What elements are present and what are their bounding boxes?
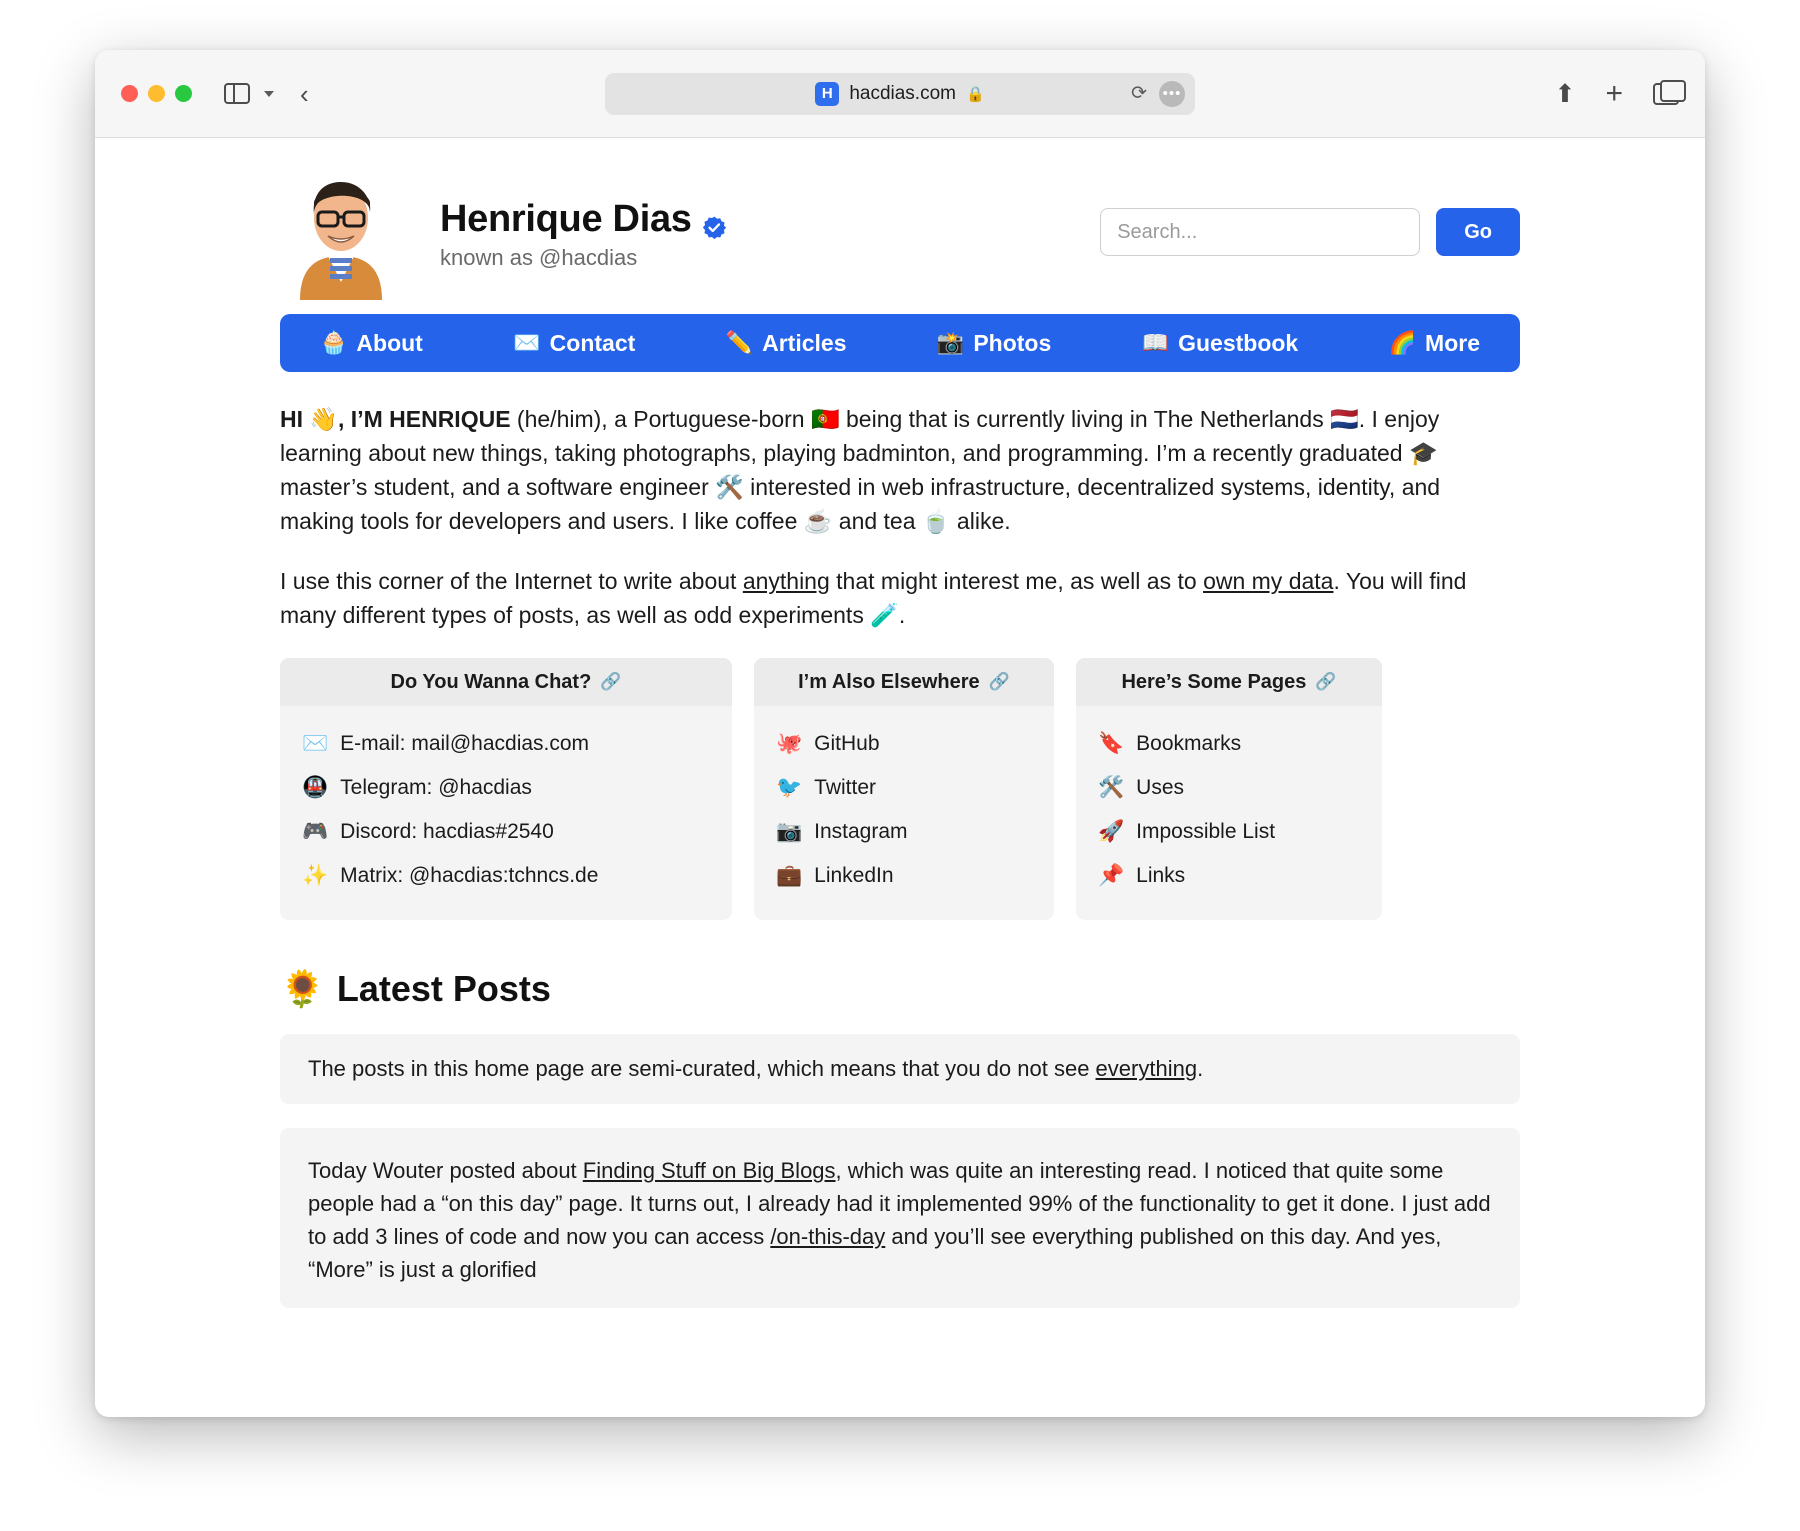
browser-window — [95, 50, 1705, 1417]
list-item-label: Links — [1136, 864, 1186, 888]
list-item[interactable] — [1098, 854, 1360, 898]
intro-p2-c: . You will find many different types of posts, as well as odd experiments 🧪. — [280, 568, 1467, 629]
address-bar[interactable] — [605, 73, 1195, 115]
nav-label: Photos — [973, 329, 1052, 356]
page-title — [440, 198, 727, 241]
book-icon: 📖 — [1141, 330, 1170, 355]
verified-badge-icon — [702, 207, 727, 232]
intro-lead: HI 👋, I’M HENRIQUE — [280, 406, 511, 432]
own-my-data-link[interactable]: own my data — [1203, 568, 1334, 595]
nav-item-articles[interactable] — [726, 330, 847, 357]
intro-p2-a: I use this corner of the Internet to write about — [280, 568, 743, 595]
page-menu-icon[interactable]: ••• — [1159, 81, 1185, 107]
list-item-label: Instagram — [814, 820, 908, 844]
card-elsewhere — [754, 658, 1054, 920]
linkedin-icon: 💼 — [776, 864, 803, 888]
toolbar-right-group — [1555, 77, 1679, 111]
share-icon[interactable]: ⬆ — [1554, 79, 1576, 108]
card-pages-title: Here’s Some Pages — [1121, 670, 1307, 693]
list-item[interactable] — [1098, 810, 1360, 854]
list-item[interactable] — [302, 854, 710, 898]
intro-paragraph-2 — [280, 564, 1520, 632]
new-tab-icon[interactable]: + — [1605, 76, 1623, 110]
tab-overview-icon[interactable] — [1653, 83, 1679, 105]
address-text: hacdias.com — [849, 82, 956, 104]
card-chat — [280, 658, 732, 920]
close-window-button[interactable] — [121, 85, 138, 102]
site-subtitle: known as @hacdias — [440, 245, 638, 270]
sunflower-icon: 🌻 — [280, 968, 325, 1010]
card-chat-title: Do You Wanna Chat? — [390, 670, 592, 693]
list-item[interactable] — [302, 722, 710, 766]
site-navigation — [280, 314, 1520, 372]
intro-rest: (he/him), a Portuguese-born 🇵🇹 being that is currently living in The Netherlands 🇳🇱. I enjoy learning about new things, taking photographs, playing badminton, and programming. I’m a recently graduated 🎓 master’s student, and a software engineer 🛠️ interested in web infrastructure, decentralized systems, identity, and making tools for developers and users. I like coffee ☕ and tea 🍵 alike. — [280, 406, 1441, 535]
sidebar-icon[interactable] — [222, 82, 252, 106]
browser-toolbar — [95, 50, 1705, 138]
site-identity — [440, 172, 727, 271]
list-item[interactable] — [776, 766, 1032, 810]
list-item-label: E-mail: mail@hacdias.com — [340, 732, 590, 756]
finding-stuff-link[interactable]: Finding Stuff on Big Blogs — [582, 1158, 836, 1184]
intro-p2-b: that might interest me, as well as to — [829, 568, 1204, 595]
card-pages-header — [1076, 658, 1382, 706]
card-elsewhere-header — [754, 658, 1054, 706]
list-item-label: GitHub — [814, 732, 880, 756]
site-search — [1100, 208, 1520, 256]
nav-item-more[interactable] — [1389, 330, 1480, 357]
avatar — [286, 170, 396, 300]
post-text-c: and you’ll see everything published on this day. And yes, “More” is just a glorified — [308, 1224, 1442, 1283]
latest-posts-title: Latest Posts — [336, 968, 551, 1010]
site-header — [280, 172, 1520, 300]
card-elsewhere-title: I’m Also Elsewhere — [798, 670, 980, 693]
card-chat-header — [280, 658, 732, 706]
telegram-icon: 🚇 — [302, 776, 329, 800]
list-item-label: Discord: hacdias#2540 — [340, 820, 554, 844]
list-item[interactable] — [1098, 766, 1360, 810]
search-go-button[interactable]: Go — [1436, 208, 1520, 256]
pencil-icon: ✏️ — [725, 330, 754, 355]
email-icon: ✉️ — [302, 732, 329, 756]
nav-label: Guestbook — [1178, 329, 1299, 356]
camera-icon: 📸 — [936, 330, 965, 355]
nav-item-contact[interactable] — [513, 330, 635, 357]
site-name-text: Henrique Dias — [440, 198, 692, 240]
list-item-label: Impossible List — [1136, 820, 1276, 844]
nav-label: Contact — [549, 329, 636, 356]
rainbow-icon: 🌈 — [1388, 330, 1417, 355]
bookmark-icon: 🔖 — [1098, 732, 1125, 756]
discord-icon: 🎮 — [302, 820, 329, 844]
nav-item-guestbook[interactable] — [1142, 330, 1299, 357]
lock-icon: 🔒 — [965, 85, 985, 103]
twitter-icon: 🐦 — [776, 776, 803, 800]
pushpin-icon: 📌 — [1098, 864, 1125, 888]
list-item[interactable] — [776, 854, 1032, 898]
back-icon[interactable]: ‹ — [300, 78, 309, 109]
nav-label: More — [1425, 329, 1480, 356]
notice-text-b: . — [1197, 1056, 1204, 1082]
minimize-window-button[interactable] — [148, 85, 165, 102]
nav-item-photos[interactable] — [937, 330, 1051, 357]
list-item-label: Matrix: @hacdias:tchncs.de — [340, 864, 599, 888]
latest-posts-heading — [280, 968, 1520, 1010]
maximize-window-button[interactable] — [175, 85, 192, 102]
instagram-icon: 📷 — [776, 820, 803, 844]
list-item-label: Telegram: @hacdias — [340, 776, 532, 800]
post-text-a: Today Wouter posted about — [308, 1158, 583, 1184]
page-viewport — [95, 138, 1705, 1417]
anything-link[interactable]: anything — [742, 568, 830, 595]
link-icon[interactable]: 🔗 — [1315, 672, 1337, 692]
list-item[interactable] — [776, 722, 1032, 766]
envelope-icon: ✉️ — [513, 330, 541, 355]
on-this-day-link[interactable]: /on-this-day — [770, 1224, 886, 1250]
rocket-icon: 🚀 — [1098, 820, 1125, 844]
link-icon[interactable]: 🔗 — [988, 672, 1010, 692]
link-icon[interactable]: 🔗 — [600, 672, 622, 692]
curation-notice — [280, 1034, 1520, 1104]
search-input[interactable] — [1100, 208, 1420, 256]
github-icon: 🐙 — [776, 732, 803, 756]
matrix-icon: ✨ — [302, 864, 329, 888]
list-item-label: LinkedIn — [814, 864, 894, 888]
post-card[interactable] — [280, 1128, 1520, 1308]
intro-paragraph — [280, 402, 1520, 538]
list-item-label: Bookmarks — [1136, 732, 1242, 756]
list-item[interactable] — [302, 810, 710, 854]
tools-icon: 🛠️ — [1098, 776, 1125, 800]
list-item[interactable] — [302, 766, 710, 810]
nav-label: Articles — [762, 329, 847, 356]
post-text-b: , which was quite an interesting read. I noticed that quite some people had a “on this day” page. It turns out, I already had it implemented 99% of the functionality to get it done. I just add to add 3 lines of code and now you can access — [308, 1158, 1491, 1250]
info-cards — [280, 658, 1520, 920]
cupcake-icon: 🧁 — [320, 330, 348, 355]
nav-item-about[interactable] — [320, 330, 423, 357]
list-item-label: Twitter — [814, 776, 876, 800]
list-item[interactable] — [1098, 722, 1360, 766]
card-pages — [1076, 658, 1382, 920]
site-favicon: H — [815, 82, 839, 106]
nav-label: About — [356, 329, 423, 356]
reload-icon[interactable]: ⟳ — [1131, 83, 1147, 104]
notice-text-a: The posts in this home page are semi-curated, which means that you do not see — [308, 1056, 1096, 1082]
window-controls — [121, 85, 192, 102]
list-item-label: Uses — [1136, 776, 1185, 800]
everything-link[interactable]: everything — [1095, 1056, 1198, 1082]
list-item[interactable] — [776, 810, 1032, 854]
chevron-down-icon[interactable] — [264, 91, 274, 97]
